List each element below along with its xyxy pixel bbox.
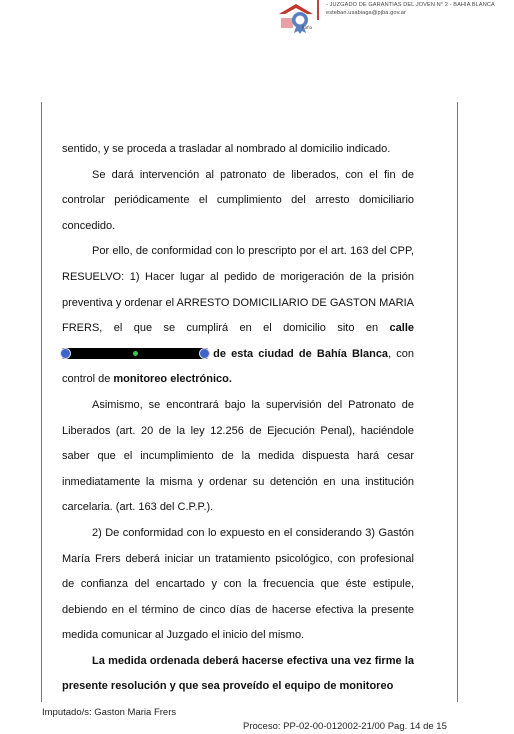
header-accent-line bbox=[317, 0, 319, 20]
paragraph-3 bbox=[62, 239, 414, 393]
footer-proceso: Proceso: PP-02-00-012002-21/00 Pag. 14 de 15 bbox=[243, 721, 447, 732]
paragraph-6 bbox=[62, 649, 414, 700]
right-margin-rule bbox=[457, 102, 458, 702]
redacted-address bbox=[62, 348, 208, 359]
control-text: , con control de bbox=[62, 347, 414, 386]
monitoring-text: monitoreo electrónico. bbox=[113, 373, 232, 386]
document-body bbox=[62, 137, 414, 700]
street-label: calle bbox=[389, 322, 414, 335]
left-margin-rule bbox=[41, 102, 42, 702]
paragraph-2: Se dará intervención al patronato de liberados, con el fin de controlar periódicamente el cumplimiento del arresto domiciliario concedido. bbox=[62, 168, 414, 232]
court-name: - JUZGADO DE GARANTIAS DEL JOVEN N° 2 - BAHIA BLANCA bbox=[326, 2, 495, 8]
selection-handle-right[interactable] bbox=[199, 348, 210, 359]
effective-order-text: La medida ordenada deberá hacerse efectiva una vez firme la presente resolución y que sea proveído el equipo de monitoreo bbox=[62, 654, 414, 693]
paragraph-1: sentido, y se proceda a trasladar al nombrado al domicilio indicado. bbox=[62, 143, 391, 155]
cursor-dot bbox=[133, 351, 138, 356]
court-header bbox=[326, 1, 495, 17]
paragraph-5: 2) De conformidad con lo expuesto en el considerando 3) Gastón María Frers deberá iniciar un tratamiento psicológico, con profesional de confianza del encartado y con la frecuencia que éste estipule, debiendo en el término de cinco días de hacerse efectiva la presente medida comunicar al Juzgado el inicio del mismo. bbox=[62, 526, 414, 642]
city-text: de esta ciudad de Bahía Blanca bbox=[213, 347, 389, 360]
selection-handle-left[interactable] bbox=[60, 348, 71, 359]
resolution-text: Por ello, de conformidad con lo prescripto por el art. 163 del CPP, RESUELVO: 1) Hacer lugar al pedido de morigeración de la prisión preventiva y ordenar el ARRESTO DOMICILIARIO DE GASTON MARIA FRERS, el que se cumplirá en el domicilio sito en bbox=[62, 245, 414, 335]
paragraph-4: Asimismo, se encontrará bajo la supervisión del Patronato de Liberados (art. 20 de la ley 12.256 de Ejecución Penal), haciéndole saber que el incumplimiento de la medida dispuesta hará cesar inmediatamente la misma y ordenar su detención en una institución carcelaria. (art. 163 del C.P.P.). bbox=[62, 398, 414, 514]
provincial-seal-icon bbox=[275, 0, 317, 34]
court-email: esteban.usabiaga@pjba.gov.ar bbox=[326, 10, 406, 16]
svg-text:Rafia: Rafia bbox=[302, 25, 313, 30]
footer-imputado: Imputado/s: Gaston Maria Frers bbox=[42, 707, 177, 718]
